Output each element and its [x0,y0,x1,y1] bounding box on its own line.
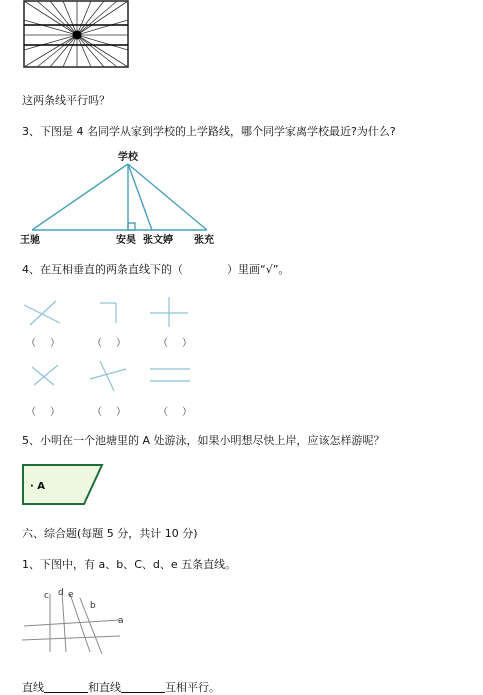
label-c: c [44,591,49,601]
answer-paren-3[interactable]: （ ） [158,338,194,349]
label-zhangchong: 张充 [194,235,214,246]
pair4-line-a [32,367,54,385]
illusion-center-dot [73,31,82,40]
answer-prefix: 直线 [22,681,44,694]
line-d [62,592,66,652]
label-school: 学校 [118,152,138,163]
pair4-line-b [34,365,58,385]
label-d: d [58,588,64,598]
label-a: a [118,616,124,626]
section-6-question-1: 1、下图中，有 a、b、C、d、e 五条直线。 [22,558,237,571]
answer-paren-5[interactable]: （ ） [92,407,128,418]
route-diagram [18,150,218,248]
question-4-text: 4、在互相垂直的两条直线下的（ ）里画“√”。 [22,263,290,276]
line-a [24,620,120,626]
section-6-title: 六、综合题(每题 5 分，共计 10 分) [22,527,198,540]
question-5-text: 5、小明在一个池塘里的 A 处游泳，如果小明想尽快上岸，应该怎样游呢？ [22,434,385,447]
answer-paren-4[interactable]: （ ） [26,407,62,418]
answer-sentence [22,679,220,695]
label-zhangwenting: 张文婷 [143,235,173,246]
five-lines-figure [20,584,140,656]
route-wangchi [32,164,128,230]
answer-paren-6[interactable]: （ ） [158,407,194,418]
pond-figure [20,460,110,510]
answer-paren-1[interactable]: （ ） [26,338,62,349]
answer-suffix: 互相平行。 [165,681,220,694]
question-3-text: 3、下图是 4 名同学从家到学校的上学路线，哪个同学家离学校最近?为什么? [22,125,396,138]
blank-2[interactable] [121,692,165,693]
pair1-line-b [30,301,56,325]
blank-1[interactable] [44,692,88,693]
label-b: b [90,601,96,611]
label-e: e [68,590,74,600]
answer-paren-2[interactable]: （ ） [92,338,128,349]
label-wangchi: 王驰 [20,235,40,246]
answer-mid: 和直线 [88,681,121,694]
parallel-question: 这两条线平行吗？ [22,94,110,107]
point-a-label: · A [30,481,46,492]
right-angle-mark [128,223,135,230]
line-a-parallel [22,636,120,640]
parallel-illusion-figure [22,0,132,72]
label-anhao: 安昊 [116,235,136,246]
